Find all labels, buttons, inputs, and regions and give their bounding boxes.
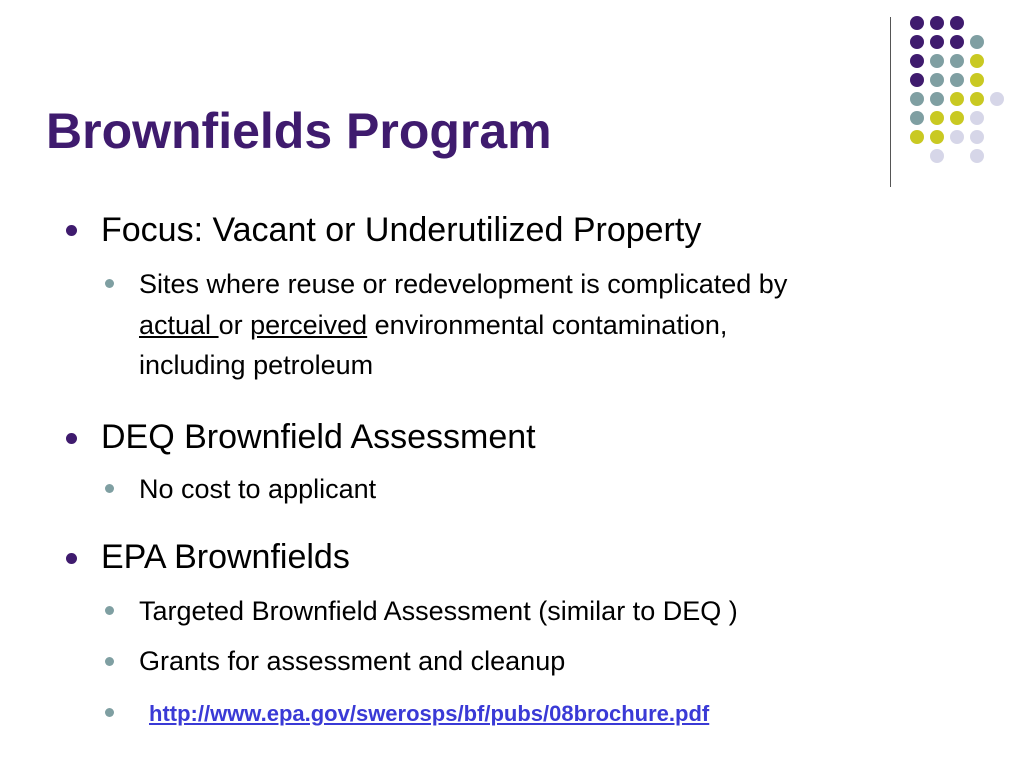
dot-grid-dot <box>930 73 944 87</box>
dot-grid-dot <box>970 54 984 68</box>
sub-item-link-row <box>149 692 709 734</box>
dot-grid-dot <box>990 92 1004 106</box>
dot-grid-dot <box>910 111 924 125</box>
dot-grid-dot <box>950 54 964 68</box>
dot-grid-dot <box>930 16 944 30</box>
dot-grid-dot <box>910 35 924 49</box>
sub-bullet-icon <box>105 708 114 717</box>
dot-grid-dot <box>930 92 944 106</box>
dot-grid-dot <box>950 111 964 125</box>
dot-grid-dot <box>930 130 944 144</box>
word-or: or <box>218 310 251 340</box>
dot-grid-dot <box>910 16 924 30</box>
sub-item-sites-line3: including petroleum <box>139 350 374 380</box>
dot-grid-dot <box>970 111 984 125</box>
dot-grid-dot <box>930 111 944 125</box>
sub-bullet-icon <box>105 657 114 666</box>
dot-grid-dot <box>970 130 984 144</box>
sub-bullet-icon <box>105 279 114 288</box>
heading-focus: Focus: Vacant or Underutilized Property <box>101 211 702 249</box>
dot-grid-dot <box>930 149 944 163</box>
slide-title: Brownfields Program <box>46 103 552 159</box>
heading-deq: DEQ Brownfield Assessment <box>101 418 536 456</box>
underlined-actual: actual <box>139 310 219 340</box>
sub-item-sites-line1: Sites where reuse or redevelopment is complicated by <box>139 269 788 299</box>
sites-line2-rest: environmental contamination, <box>367 310 728 340</box>
dot-grid-dot <box>910 54 924 68</box>
dot-grid-dot <box>910 73 924 87</box>
dot-grid-dot <box>910 130 924 144</box>
dot-grid-dot <box>950 92 964 106</box>
bullet-icon <box>66 433 77 444</box>
underlined-perceived: perceived <box>250 310 368 340</box>
sub-bullet-icon <box>105 484 114 493</box>
dot-grid-dot <box>950 35 964 49</box>
sub-item-sites-line2 <box>139 305 727 345</box>
sub-item-targeted: Targeted Brownfield Assessment (similar to DEQ ) <box>139 596 738 626</box>
sub-bullet-icon <box>105 606 114 615</box>
title-divider <box>890 17 891 187</box>
dot-grid-dot <box>910 92 924 106</box>
sub-item-grants: Grants for assessment and cleanup <box>139 646 566 676</box>
bullet-icon <box>66 553 77 564</box>
dot-grid-dot <box>970 149 984 163</box>
dot-grid-dot <box>970 73 984 87</box>
bullet-icon <box>66 225 77 236</box>
sub-item-no-cost: No cost to applicant <box>139 474 377 504</box>
dot-grid-dot <box>930 35 944 49</box>
dot-grid-dot <box>970 92 984 106</box>
epa-brochure-link[interactable]: http://www.epa.gov/swerosps/bf/pubs/08brochure.pdf <box>149 701 710 726</box>
dot-grid-icon <box>0 0 1024 200</box>
dot-grid-dot <box>950 73 964 87</box>
dot-grid-dot <box>970 35 984 49</box>
heading-epa: EPA Brownfields <box>101 538 350 576</box>
dot-grid-dot <box>930 54 944 68</box>
dot-grid-dot <box>950 130 964 144</box>
dot-grid-dot <box>950 16 964 30</box>
